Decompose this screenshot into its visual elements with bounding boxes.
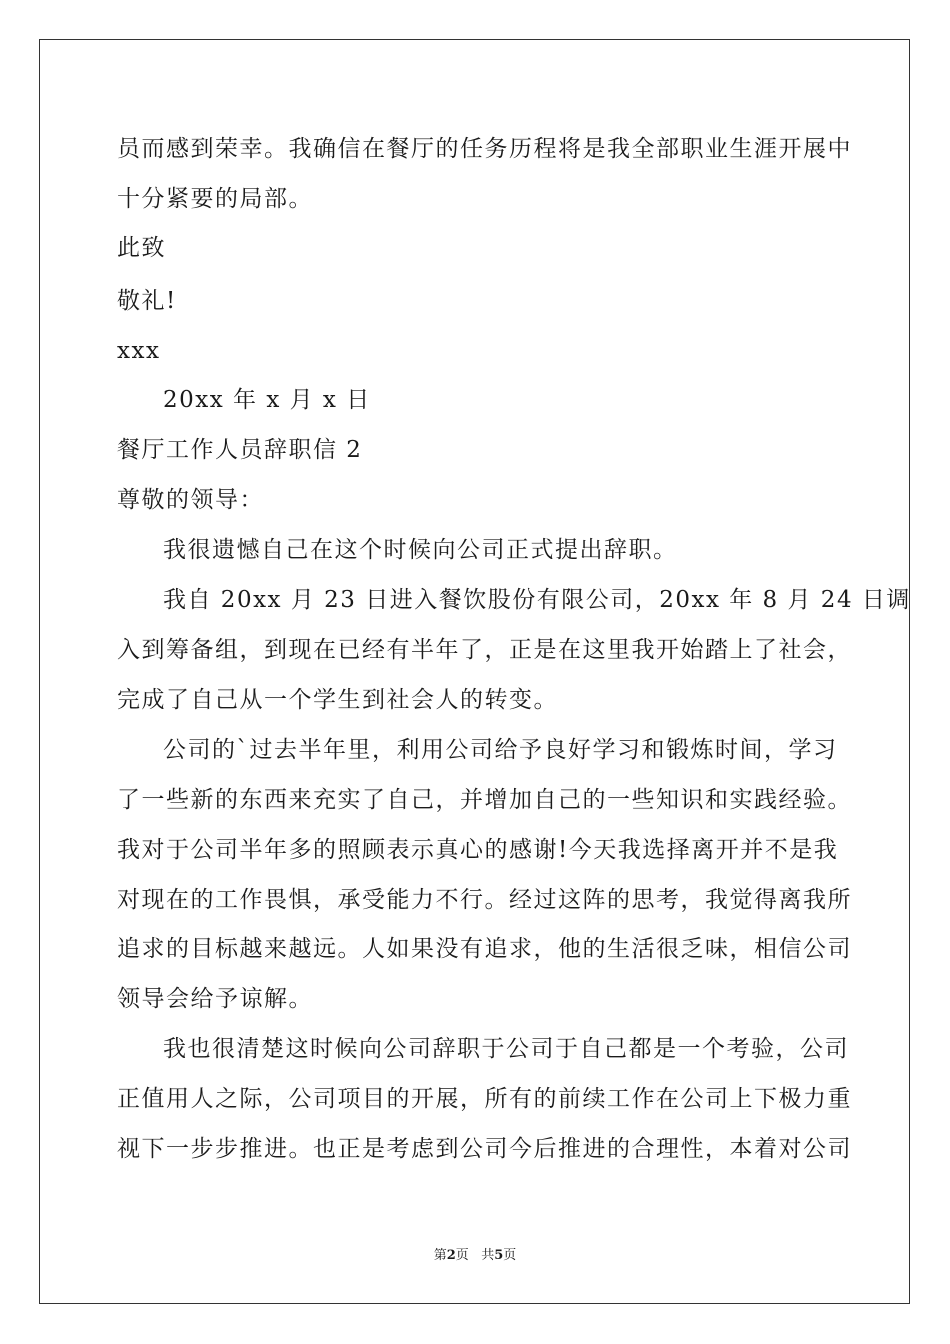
page-border — [39, 39, 910, 1304]
text-line: 我很遗憾自己在这个时候向公司正式提出辞职。 — [163, 537, 678, 563]
footer-middle: 页 共 — [455, 1248, 495, 1263]
text-line: 正值用人之际，公司项目的开展，所有的前续工作在公司上下极力重 — [117, 1086, 852, 1112]
text-line: xxx — [117, 338, 161, 364]
text-line: 追求的目标越来越远。人如果没有追求，他的生活很乏味，相信公司 — [117, 936, 852, 962]
text-line: 完成了自己从一个学生到社会人的转变。 — [117, 687, 558, 713]
footer-suffix: 页 — [503, 1248, 517, 1263]
text-line: 我自 20xx 月 23 日进入餐饮股份有限公司，20xx 年 8 月 24 日调 — [163, 587, 911, 613]
text-line: 十分紧要的局部。 — [117, 186, 313, 212]
text-line: 员而感到荣幸。我确信在餐厅的任务历程将是我全部职业生涯开展中 — [117, 136, 852, 162]
current-page-number: 2 — [446, 1248, 456, 1263]
text-line: 尊敬的领导： — [117, 487, 264, 513]
text-line: 20xx 年 x 月 x 日 — [163, 387, 371, 413]
text-line: 入到筹备组，到现在已经有半年了，正是在这里我开始踏上了社会， — [117, 637, 852, 663]
page-footer — [0, 1248, 950, 1264]
text-line: 视下一步步推进。也正是考虑到公司今后推进的合理性，本着对公司 — [117, 1136, 852, 1162]
text-line: 敬礼! — [117, 288, 177, 314]
text-line: 我对于公司半年多的照顾表示真心的感谢!今天我选择离开并不是我 — [117, 837, 839, 863]
total-page-count: 5 — [494, 1248, 504, 1263]
text-line: 了一些新的东西来充实了自己，并增加自己的一些知识和实践经验。 — [117, 787, 852, 813]
text-line: 公司的`过去半年里，利用公司给予良好学习和锻炼时间，学习 — [163, 737, 838, 763]
footer-prefix: 第 — [433, 1248, 447, 1263]
text-line: 餐厅工作人员辞职信 2 — [117, 437, 363, 463]
text-line: 此致 — [117, 235, 166, 261]
text-line: 对现在的工作畏惧，承受能力不行。经过这阵的思考，我觉得离我所 — [117, 887, 852, 913]
text-line: 领导会给予谅解。 — [117, 986, 313, 1012]
text-line: 我也很清楚这时候向公司辞职于公司于自己都是一个考验，公司 — [163, 1036, 849, 1062]
